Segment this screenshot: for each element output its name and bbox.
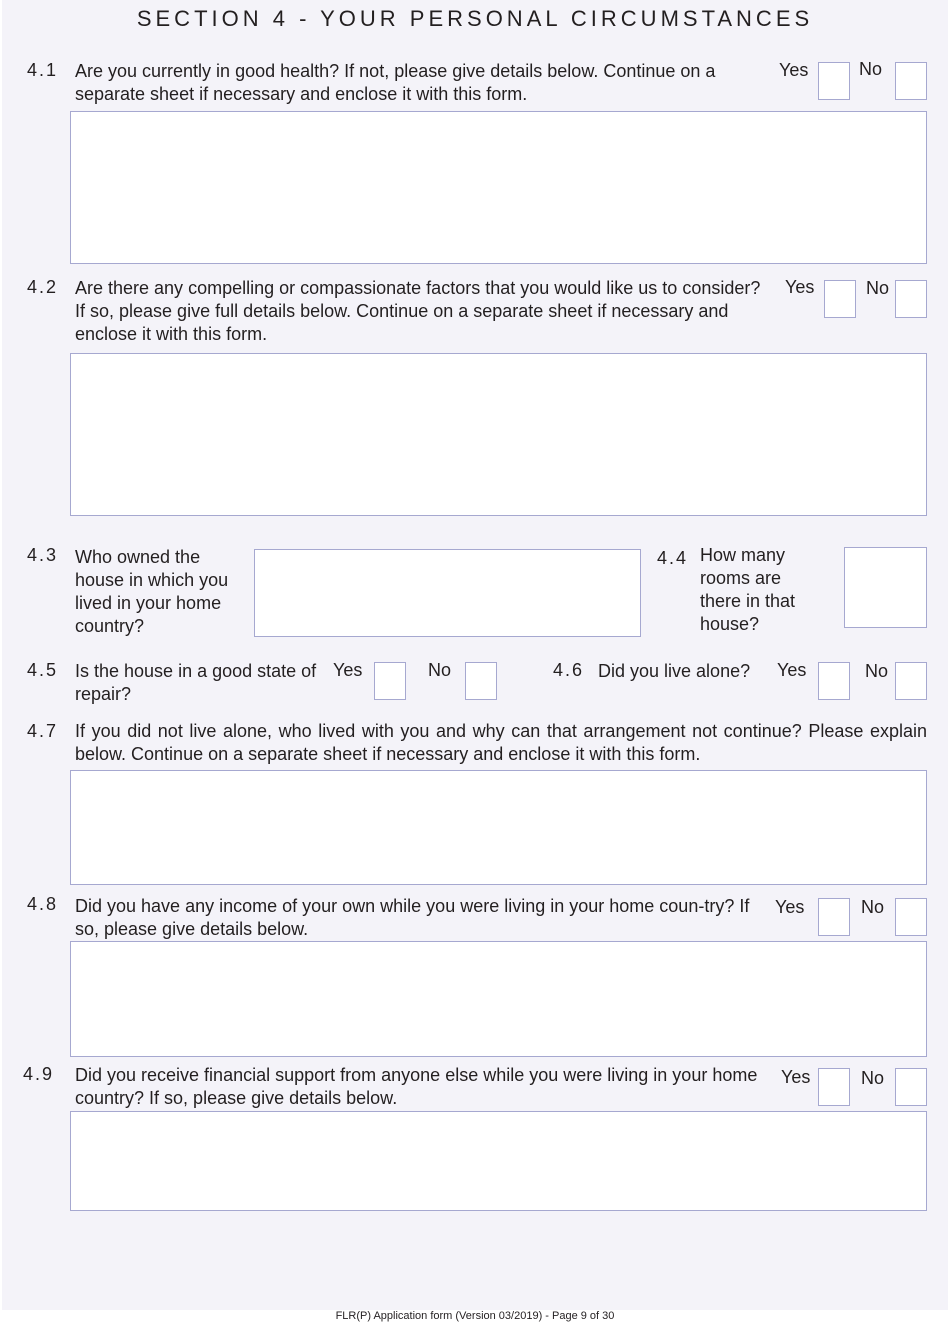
question-number-4-1: 4.1	[27, 60, 59, 80]
yes-checkbox-4-9[interactable]	[818, 1068, 850, 1106]
question-4-7-text: If you did not live alone, who lived with you and why can that arrangement not continue? Please explain below. Continue on a separate sheet if necessary and enclose it with this form.	[75, 721, 927, 764]
yes-label-4-8: Yes	[775, 897, 805, 917]
no-checkbox-4-8[interactable]	[895, 898, 927, 936]
question-4-3-text: Who owned the house in which you lived in your home country?	[75, 547, 229, 636]
question-number-4-5: 4.5	[27, 660, 59, 680]
yes-label-4-6: Yes	[777, 660, 807, 680]
no-checkbox-4-9[interactable]	[895, 1068, 927, 1106]
financial-support-field[interactable]	[70, 1111, 927, 1211]
no-checkbox-4-6[interactable]	[895, 662, 927, 700]
page-footer: FLR(P) Application form (Version 03/2019) - Page 9 of 30	[335, 1310, 615, 1322]
question-number-4-3: 4.3	[27, 545, 59, 565]
question-number-4-4: 4.4	[657, 548, 689, 568]
yes-checkbox-4-1[interactable]	[818, 62, 850, 100]
question-4-1-text: Are you currently in good health? If not, please give details below. Continue on a separate sheet if necessary and enclose it with this form.	[75, 61, 716, 104]
question-number-4-9: 4.9	[23, 1064, 55, 1084]
question-number-4-6: 4.6	[553, 660, 585, 680]
question-4-2-text: Are there any compelling or compassionate factors that you would like us to consider? If so, please give full details below. Continue on a separate sheet if necessary and enclose it with this form.	[75, 278, 761, 344]
yes-label-4-5: Yes	[333, 660, 363, 680]
compassionate-factors-field[interactable]	[70, 353, 927, 516]
no-label-4-5: No	[428, 660, 452, 680]
section-title: SECTION 4 - YOUR PERSONAL CIRCUMSTANCES	[136, 6, 814, 31]
no-checkbox-4-5[interactable]	[465, 662, 497, 700]
question-4-8-text: Did you have any income of your own while you were living in your home coun-try? If so, please give details below.	[75, 896, 750, 939]
no-label-4-9: No	[861, 1068, 885, 1088]
no-checkbox-4-1[interactable]	[895, 62, 927, 100]
house-owner-field[interactable]	[254, 549, 641, 637]
question-4-4-text: How many rooms are there in that house?	[700, 545, 796, 634]
question-4-9-text: Did you receive financial support from anyone else while you were living in your home country? If so, please give details below.	[75, 1065, 758, 1108]
yes-checkbox-4-5[interactable]	[374, 662, 406, 700]
question-4-5-text: Is the house in a good state of repair?	[75, 661, 317, 704]
no-checkbox-4-2[interactable]	[895, 280, 927, 318]
no-label-4-2: No	[866, 278, 890, 298]
question-number-4-7: 4.7	[27, 721, 59, 741]
no-label-4-6: No	[865, 661, 889, 681]
yes-checkbox-4-2[interactable]	[824, 280, 856, 318]
no-label-4-1: No	[859, 59, 883, 79]
no-label-4-8: No	[861, 897, 885, 917]
rooms-count-field[interactable]	[844, 547, 927, 628]
question-4-6-text: Did you live alone?	[598, 661, 751, 681]
own-income-field[interactable]	[70, 941, 927, 1057]
question-number-4-2: 4.2	[27, 277, 59, 297]
yes-label-4-2: Yes	[785, 277, 815, 297]
yes-checkbox-4-6[interactable]	[818, 662, 850, 700]
living-arrangement-field[interactable]	[70, 770, 927, 885]
yes-checkbox-4-8[interactable]	[818, 898, 850, 936]
question-number-4-8: 4.8	[27, 894, 59, 914]
yes-label-4-1: Yes	[779, 60, 809, 80]
health-details-field[interactable]	[70, 111, 927, 264]
yes-label-4-9: Yes	[781, 1067, 811, 1087]
